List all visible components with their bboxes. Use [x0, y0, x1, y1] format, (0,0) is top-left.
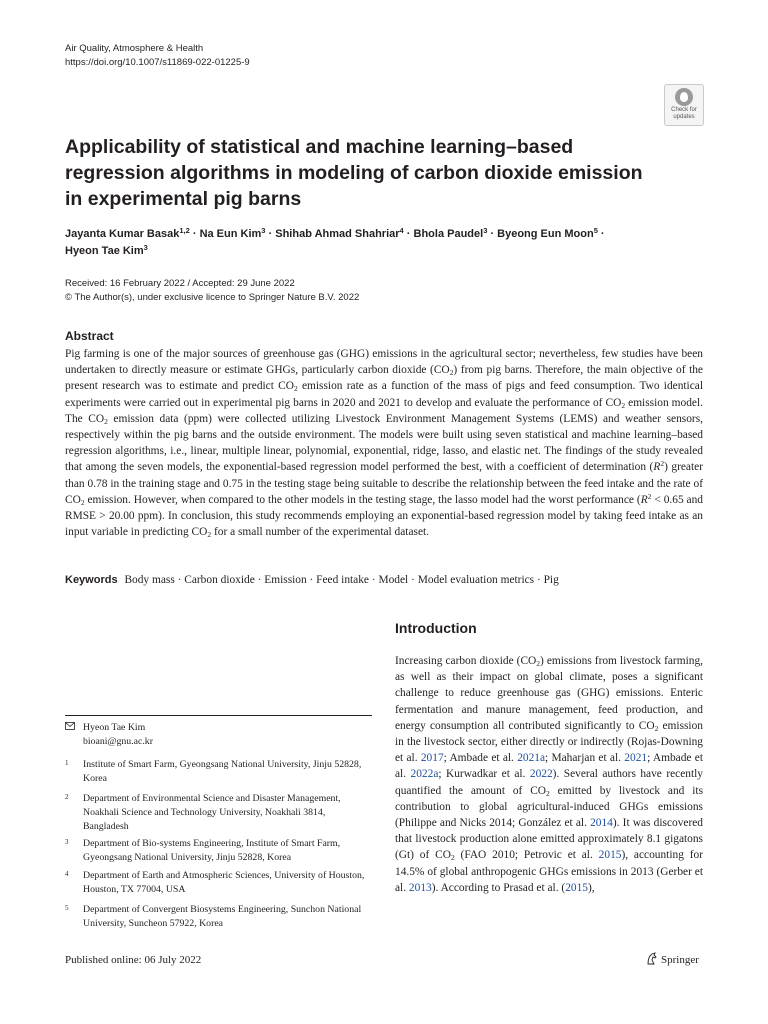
intro-text: ; Maharjan et al.	[545, 752, 625, 765]
intro-text: ; Ambade et al.	[443, 752, 518, 765]
abstract-text: ) greater than 0.78 in the training stage and 0.75 in the testing stage being suitable to describe the relationship between the feed intake and the rate of CO	[65, 461, 703, 506]
affiliation-number: 3	[65, 838, 69, 846]
publisher-logo	[646, 952, 699, 966]
citation-link[interactable]: 2014	[590, 817, 613, 830]
keywords-heading: Keywords	[65, 574, 118, 586]
citation-link[interactable]: 2022	[529, 768, 553, 781]
check-for-updates-badge[interactable]	[664, 84, 704, 126]
author-name[interactable]: Bhola Paudel	[413, 228, 484, 240]
author-name[interactable]: Jayanta Kumar Basak	[65, 228, 180, 240]
affiliation-text: Department of Environmental Science and Disaster Management, Noakhali Science and Technology University, Noakhali 3814, Bangladesh	[83, 793, 341, 832]
intro-text: (FAO 2010; Petrovic et al.	[454, 849, 599, 862]
citation-link[interactable]: 2021	[624, 752, 648, 765]
badge-line-1: Check for	[671, 107, 697, 113]
affiliation-number: 5	[65, 904, 69, 912]
keywords-list: Body mass · Carbon dioxide · Emission · Feed intake · Model · Model evaluation metrics · Pig	[124, 574, 559, 586]
author-affiliation: 5	[593, 226, 598, 235]
intro-text: ; Ambade et al.	[395, 752, 703, 781]
journal-name: Air Quality, Atmosphere & Health	[65, 43, 204, 54]
intro-text: emitted by livestock and its contribution to global agricultural-induced GHGs emissions (Philippe and Nicks 2014; González et al.	[395, 784, 704, 830]
copyright: © The Author(s), under exclusive licence to Springer Nature B.V. 2022	[65, 292, 360, 303]
subscript: 2	[450, 853, 455, 863]
abstract-text: emission. However, when compared to the other models in the testing stage, the lasso model had the worst performance (	[84, 493, 641, 506]
intro-text: ), accounting for 14.5% of global anthropogenic GHGs emissions in 2013 (Gerber et al.	[395, 849, 704, 894]
intro-text: Increasing carbon dioxide (CO	[395, 655, 537, 667]
author-affiliation: 1,2	[179, 226, 190, 235]
subscript: 2	[654, 723, 659, 733]
intro-text: ) emissions from livestock farming, as well as their impact on global climate, poses a significant challenge to reduce greenhouse gas (GHG) emissions. Enteric fermentation and manure management, feed production, and energy consumption all contributed significantly to CO	[395, 655, 703, 732]
intro-text: ). Several authors have recently quantified the amount of CO	[395, 768, 703, 797]
correspondence-name: Hyeon Tae Kim	[83, 722, 146, 733]
subscript: 2	[546, 788, 550, 798]
bookmark-icon	[675, 88, 693, 106]
subscript: 2	[449, 368, 454, 378]
citation-link[interactable]: 2015	[598, 849, 622, 862]
author-separator: ·	[487, 228, 498, 240]
author-list	[65, 226, 705, 260]
intro-text: emission in the livestock sector, either directly or indirectly (Rojas-Downing et al.	[395, 719, 703, 765]
superscript: 2	[647, 491, 652, 501]
intro-text: ). According to Prasad et al. (	[431, 881, 566, 894]
subscript: 2	[207, 530, 212, 540]
subscript: 2	[536, 659, 541, 668]
keywords	[65, 572, 705, 588]
subscript: 2	[621, 400, 626, 410]
abstract-text: emission rate as a function of the mass of pigs and feed consumption. Two identical experiments were carried out in experimental pig barns in 2020 and 2021 to develop and evaluate the performance of CO	[65, 380, 703, 409]
affiliation-text: Department of Bio-systems Engineering, Institute of Smart Farm, Gyeongsang National University, Jinju 52828, Korea	[83, 838, 341, 863]
affiliation-text: Department of Earth and Atmospheric Sciences, University of Houston, Houston, TX 77004, USA	[83, 870, 365, 895]
published-date: Published online: 06 July 2022	[65, 954, 202, 966]
author-separator: ·	[189, 228, 200, 240]
subscript: 2	[104, 416, 108, 426]
subscript: 2	[293, 384, 298, 394]
author-affiliation: 3	[143, 243, 148, 252]
subscript: 2	[80, 497, 85, 507]
envelope-icon	[65, 722, 75, 730]
received-accepted: Received: 16 February 2022 / Accepted: 29 June 2022	[65, 278, 295, 289]
article-dates	[65, 277, 359, 305]
abstract-body	[65, 346, 703, 540]
introduction-heading: Introduction	[395, 620, 477, 636]
author-affiliation: 3	[483, 226, 488, 235]
article-title: Applicability of statistical and machine learning–based regression algorithms in modeling of carbon dioxide emission in experimental pig barns	[65, 136, 643, 210]
springer-horse-icon	[646, 952, 658, 965]
author-affiliation: 4	[399, 226, 404, 235]
author-affiliation: 3	[261, 226, 266, 235]
affiliation-text: Department of Convergent Biosystems Engineering, Sunchon National University, Suncheon 57922, Korea	[83, 904, 362, 929]
superscript: 2	[660, 459, 665, 469]
author-name[interactable]: Hyeon Tae Kim	[65, 245, 144, 257]
author-name[interactable]: Na Eun Kim	[199, 228, 262, 240]
footnote-divider	[65, 715, 372, 716]
abstract-text: for a small number of the experimental dataset.	[211, 526, 430, 539]
intro-text: ). It was discovered that livestock production alone emitted approximately 8.1 gigatons (Gt) of CO	[395, 817, 703, 862]
citation-link[interactable]: 2015	[565, 881, 588, 894]
intro-text: ),	[587, 881, 595, 894]
author-separator: ·	[265, 228, 276, 240]
affiliation-text: Institute of Smart Farm, Gyeongsang National University, Jinju 52828, Korea	[83, 759, 362, 784]
publisher-name: Springer	[661, 954, 699, 966]
citation-link[interactable]: 2013	[408, 881, 432, 894]
abstract-text: ) from pig barns. Therefore, the main objective of the present research was to estimate and predict CO	[65, 364, 703, 393]
author-separator: ·	[597, 228, 605, 240]
introduction-body	[395, 653, 703, 896]
affiliation-number: 1	[65, 759, 69, 767]
journal-header	[65, 42, 250, 70]
abstract-text: emission model. The CO	[65, 396, 704, 425]
abstract-text: < 0.65 and RMSE > 20.00 ppm). In conclusion, this study recommends employing an exponential-based regression model by taking feed intake as an input variable in predicting CO	[65, 493, 704, 539]
author-name[interactable]: Shihab Ahmad Shahriar	[275, 228, 400, 240]
affiliation-number: 4	[65, 870, 69, 878]
author-name[interactable]: Byeong Eun Moon	[497, 228, 594, 240]
badge-line-2: updates	[673, 114, 695, 120]
correspondence-email[interactable]: bioani@gnu.ac.kr	[83, 736, 153, 747]
abstract-text: Pig farming is one of the major sources of greenhouse gas (GHG) emissions in the agricultural sector; nevertheless, few studies have been undertaken to directly measure or estimate GHGs, particularly carbon dioxide (CO	[65, 348, 703, 377]
doi-link[interactable]: https://doi.org/10.1007/s11869-022-01225-9	[65, 57, 250, 68]
abstract-text: emission data (ppm) were collected utilizing Livestock Environment Management Systems (LEMS) and weather sensors, respectively within the pig barns and the outside environment. The models were built using seven statistical and machine learning–based regression algorithms, i.e., linear, multiple linear, polynomial, exponential, ridge, lasso, and elastic net. The findings of the study revealed that among the seven models, the exponential-based regression model performed the best, with a coefficient of determination (	[65, 412, 703, 474]
r-squared-symbol: R	[640, 493, 648, 506]
abstract-heading: Abstract	[65, 329, 114, 343]
citation-link[interactable]: 2017	[420, 752, 444, 765]
affiliation-number: 2	[65, 793, 69, 801]
citation-link[interactable]: 2021a	[517, 752, 546, 765]
intro-text: ; Kurwadkar et al.	[438, 768, 530, 781]
r-squared-symbol: R	[653, 461, 661, 474]
citation-link[interactable]: 2022a	[410, 768, 439, 781]
author-separator: ·	[403, 228, 414, 240]
